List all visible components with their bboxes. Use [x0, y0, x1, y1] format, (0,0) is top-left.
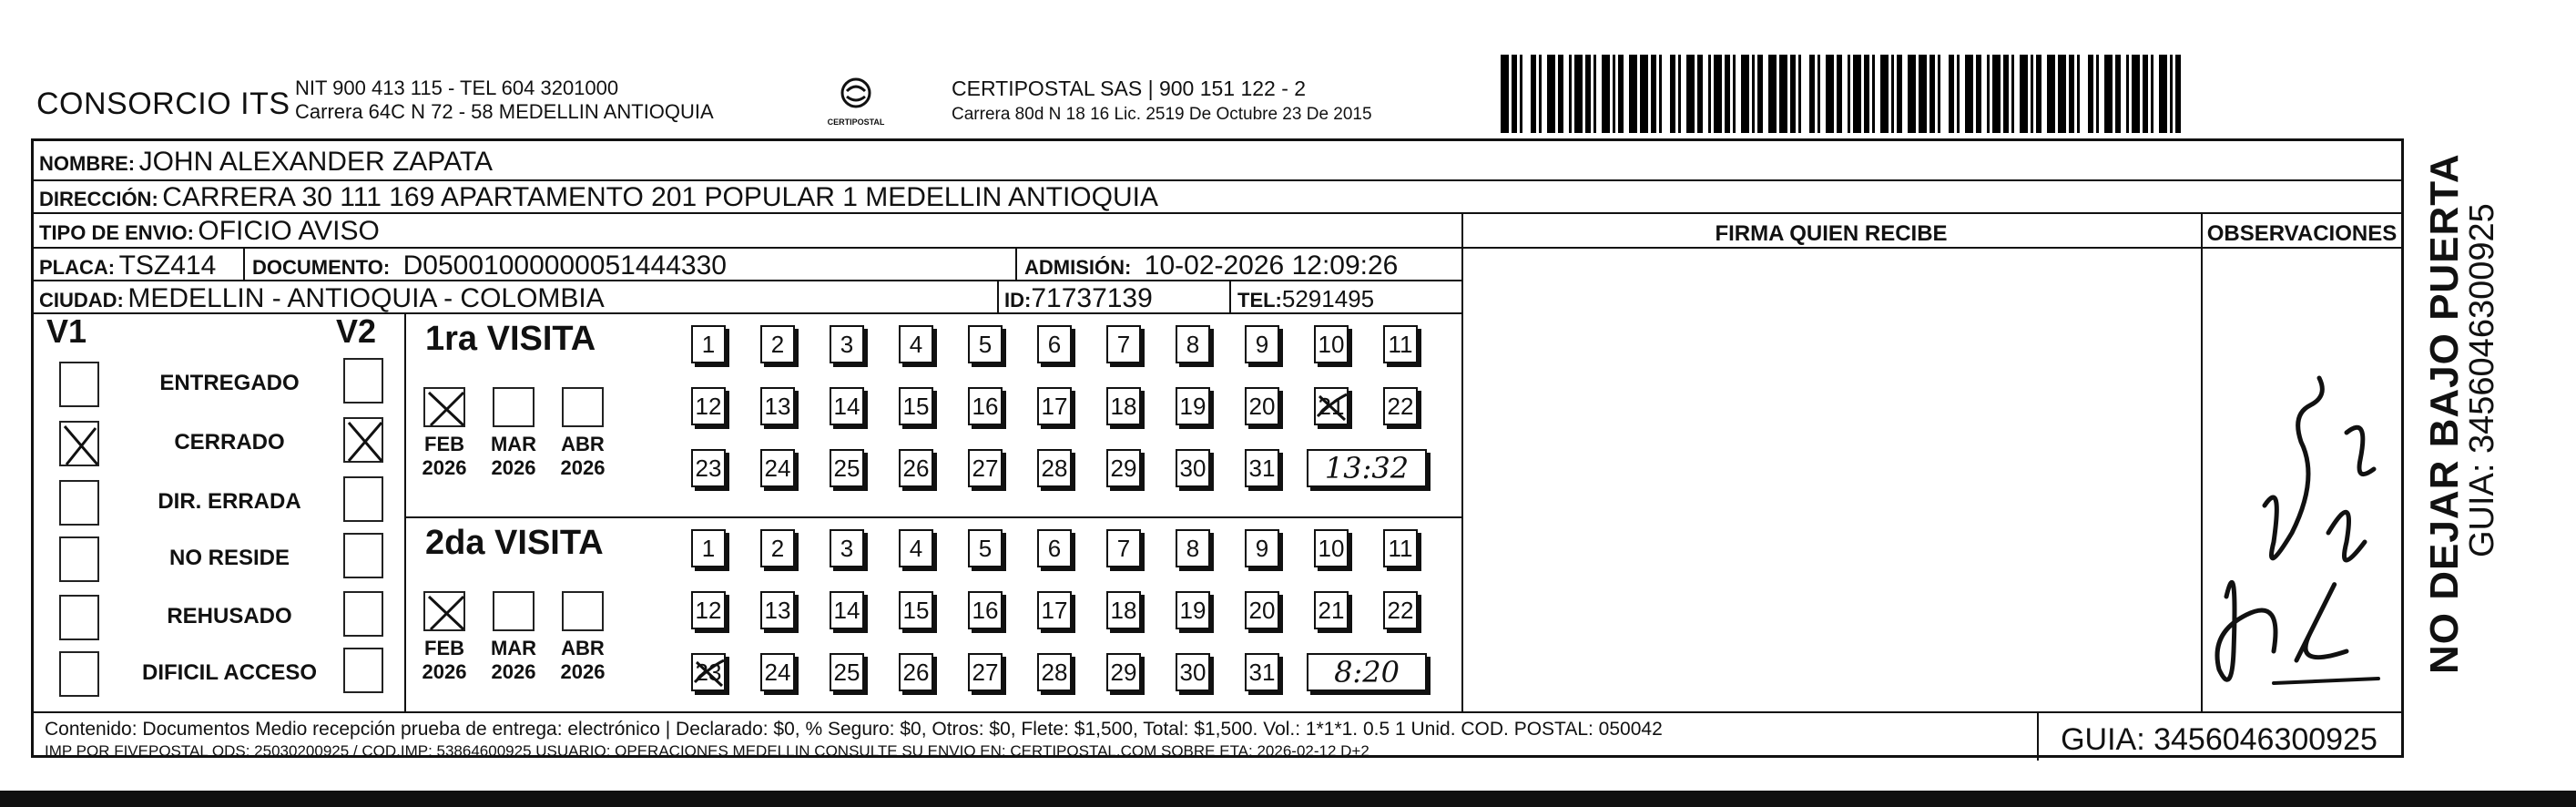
day-box[interactable]: 26: [899, 449, 933, 487]
barcode: [1501, 55, 2182, 133]
month-label: [551, 637, 615, 684]
day-box[interactable]: 21: [1314, 591, 1349, 629]
month-checkbox[interactable]: [423, 387, 465, 427]
nombre-label: NOMBRE:: [39, 152, 136, 175]
day-box[interactable]: 22: [1383, 591, 1418, 629]
placa-field: [39, 250, 216, 281]
logo-caption: CERTIPOSTAL: [827, 117, 885, 127]
day-box[interactable]: 19: [1176, 387, 1210, 425]
day-box[interactable]: 30: [1176, 449, 1210, 487]
day-box[interactable]: 29: [1106, 449, 1141, 487]
day-box[interactable]: 13: [760, 591, 795, 629]
documento-field: [252, 250, 727, 281]
status-v2-checkbox[interactable]: [343, 533, 383, 578]
visit-title: 2da VISITA: [425, 524, 604, 562]
month-label: [412, 637, 476, 684]
tipo-value: OFICIO AVISO: [198, 216, 380, 246]
month-year: 2026: [560, 660, 606, 683]
day-box[interactable]: 11: [1383, 325, 1418, 363]
footer-guia: GUIA: 3456046300925: [2061, 722, 2377, 757]
ciudad-label: CIUDAD:: [39, 289, 124, 312]
day-box[interactable]: 25: [830, 449, 864, 487]
v2-header: V2: [336, 312, 377, 350]
side-warning: NO DEJAR BAJO PUERTA: [2422, 153, 2467, 674]
day-box[interactable]: 26: [899, 653, 933, 691]
day-box[interactable]: 19: [1176, 591, 1210, 629]
day-box[interactable]: 1: [691, 529, 726, 567]
month-name: MAR: [490, 637, 537, 659]
recipient-name-row: [39, 147, 493, 178]
tel-field: [1237, 285, 1374, 313]
month-year: 2026: [491, 456, 536, 479]
day-box[interactable]: 27: [968, 449, 1003, 487]
id-value: 71737139: [1031, 283, 1153, 313]
month-name: MAR: [490, 433, 537, 455]
day-box[interactable]: 10: [1314, 325, 1349, 363]
month-year: 2026: [422, 456, 467, 479]
visit-time: 8:20: [1307, 653, 1427, 691]
admision-label: ADMISIÓN:: [1024, 256, 1132, 279]
v1-header: V1: [46, 312, 87, 350]
day-box[interactable]: 30: [1176, 653, 1210, 691]
tel-label: TEL:: [1237, 289, 1282, 312]
shipping-form: [31, 138, 2404, 758]
day-box[interactable]: 17: [1037, 387, 1072, 425]
tel-value: 5291495: [1281, 285, 1375, 312]
day-box[interactable]: 1: [691, 325, 726, 363]
month-checkbox[interactable]: [562, 591, 604, 631]
status-v1-checkbox[interactable]: [59, 536, 99, 582]
handwritten-signature: [2210, 323, 2392, 706]
visit-time: 13:32: [1307, 449, 1427, 487]
month-checkbox[interactable]: [493, 387, 535, 427]
day-box[interactable]: 10: [1314, 529, 1349, 567]
status-label: CERRADO: [174, 430, 285, 455]
day-box[interactable]: 12: [691, 387, 726, 425]
company-name: CONSORCIO ITS: [36, 87, 290, 121]
direccion-label: DIRECCIÓN:: [39, 188, 158, 210]
address-row: [39, 182, 1158, 213]
day-box[interactable]: 20: [1245, 387, 1279, 425]
day-box[interactable]: 16: [968, 387, 1003, 425]
day-box[interactable]: 28: [1037, 653, 1072, 691]
status-v1-checkbox[interactable]: [59, 362, 99, 407]
status-v2-checkbox[interactable]: [343, 591, 383, 637]
day-box[interactable]: 4: [899, 325, 933, 363]
certipostal-logo: [824, 77, 888, 127]
day-box[interactable]: 8: [1176, 529, 1210, 567]
admision-field: [1024, 250, 1398, 281]
day-box[interactable]: 24: [760, 449, 795, 487]
scan-edge: [0, 791, 2576, 807]
status-label: REHUSADO: [167, 604, 292, 628]
day-box[interactable]: 22: [1383, 387, 1418, 425]
status-v1-checkbox[interactable]: [59, 595, 99, 640]
month-name: FEB: [424, 637, 464, 659]
ciudad-field: [39, 283, 605, 314]
day-box[interactable]: 31: [1245, 449, 1279, 487]
visit-title: 1ra VISITA: [425, 320, 596, 358]
day-box[interactable]: 6: [1037, 325, 1072, 363]
status-v1-checkbox[interactable]: [59, 480, 99, 526]
day-box[interactable]: 3: [830, 325, 864, 363]
footer-print-info: IMP POR FIVEPOSTAL ODS: 25030200925 / COD.IMP: 53864600925 USUARIO: OPERACIONES MEDELLIN CONSULTE SU ENVIO EN: CERTIPOSTAL.COM SOBRE ETA: 2026-02-12 D+2: [45, 742, 1369, 760]
shipment-type-row: [39, 216, 380, 247]
status-v2-checkbox[interactable]: [343, 417, 383, 463]
month-label: [482, 433, 545, 480]
day-box[interactable]: 29: [1106, 653, 1141, 691]
firma-header: FIRMA QUIEN RECIBE: [1715, 221, 1948, 246]
month-name: ABR: [561, 433, 605, 455]
day-box[interactable]: 18: [1106, 387, 1141, 425]
placa-label: PLACA:: [39, 256, 116, 279]
day-box[interactable]: 23: [691, 653, 726, 691]
status-v2-checkbox[interactable]: [343, 476, 383, 522]
direccion-value: CARRERA 30 111 169 APARTAMENTO 201 POPULAR 1 MEDELLIN ANTIOQUIA: [162, 182, 1158, 212]
id-label: ID:: [1004, 289, 1032, 312]
observaciones-header: OBSERVACIONES: [2206, 221, 2398, 246]
day-box[interactable]: 23: [691, 449, 726, 487]
day-box[interactable]: 24: [760, 653, 795, 691]
day-box[interactable]: 15: [899, 387, 933, 425]
placa-value: TSZ414: [118, 250, 217, 281]
month-name: ABR: [561, 637, 605, 659]
carrier-info: [952, 77, 1372, 125]
footer-contents: Contenido: Documentos Medio recepción prueba de entrega: electrónico | Declarado: $0, % Seguro: $0, Otros: $0, Flete: $1,500, Total: $1,500. Vol.: 1*1*1. 0.5 1 Unid. COD. POSTAL: 050042: [45, 719, 1663, 740]
month-label: [412, 433, 476, 480]
day-box[interactable]: 2: [760, 529, 795, 567]
signature-area: [2210, 323, 2392, 706]
month-name: FEB: [424, 433, 464, 455]
day-box[interactable]: 7: [1106, 325, 1141, 363]
month-label: [482, 637, 545, 684]
day-box[interactable]: 27: [968, 653, 1003, 691]
month-checkbox[interactable]: [493, 591, 535, 631]
day-box[interactable]: 14: [830, 387, 864, 425]
side-guia: GUIA: 3456046300925: [2463, 203, 2501, 557]
day-box[interactable]: 17: [1037, 591, 1072, 629]
day-box[interactable]: 4: [899, 529, 933, 567]
nombre-value: JOHN ALEXANDER ZAPATA: [138, 147, 493, 177]
day-box[interactable]: 8: [1176, 325, 1210, 363]
carrier-address: Carrera 80d N 18 16 Lic. 2519 De Octubre 23 De 2015: [952, 105, 1372, 124]
tipo-label: TIPO DE ENVIO:: [39, 221, 194, 244]
day-box[interactable]: 12: [691, 591, 726, 629]
month-year: 2026: [560, 456, 606, 479]
day-box[interactable]: 31: [1245, 653, 1279, 691]
status-label: ENTREGADO: [159, 371, 300, 395]
ciudad-value: MEDELLIN - ANTIOQUIA - COLOMBIA: [127, 283, 605, 313]
day-box[interactable]: 5: [968, 325, 1003, 363]
day-box[interactable]: 28: [1037, 449, 1072, 487]
id-field: [1004, 283, 1153, 314]
day-box[interactable]: 25: [830, 653, 864, 691]
month-year: 2026: [422, 660, 467, 683]
admision-value: 10-02-2026 12:09:26: [1144, 250, 1399, 281]
documento-value: D05001000000051444330: [402, 250, 727, 281]
day-box[interactable]: 18: [1106, 591, 1141, 629]
day-box[interactable]: 9: [1245, 325, 1279, 363]
status-label: NO RESIDE: [168, 546, 290, 570]
month-checkbox[interactable]: [423, 591, 465, 631]
month-checkbox[interactable]: [562, 387, 604, 427]
company-nit: NIT 900 413 115 - TEL 604 3201000: [295, 77, 619, 99]
status-v1-checkbox[interactable]: [59, 651, 99, 697]
day-box[interactable]: 16: [968, 591, 1003, 629]
day-box[interactable]: 9: [1245, 529, 1279, 567]
day-box[interactable]: 15: [899, 591, 933, 629]
status-v1-checkbox[interactable]: [59, 421, 99, 466]
day-box[interactable]: 6: [1037, 529, 1072, 567]
status-v2-checkbox[interactable]: [343, 648, 383, 693]
day-box[interactable]: 5: [968, 529, 1003, 567]
day-box[interactable]: 14: [830, 591, 864, 629]
day-box[interactable]: 21: [1314, 387, 1349, 425]
status-label: DIFICIL ACCESO: [141, 660, 317, 685]
certipostal-logo-icon: [836, 77, 876, 113]
day-box[interactable]: 20: [1245, 591, 1279, 629]
month-year: 2026: [491, 660, 536, 683]
status-label: DIR. ERRADA: [158, 489, 301, 514]
status-v2-checkbox[interactable]: [343, 358, 383, 404]
company-address: Carrera 64C N 72 - 58 MEDELLIN ANTIOQUIA: [295, 100, 714, 123]
day-box[interactable]: 13: [760, 387, 795, 425]
carrier-name: CERTIPOSTAL SAS | 900 151 122 - 2: [952, 77, 1307, 100]
documento-label: DOCUMENTO:: [252, 256, 391, 279]
day-box[interactable]: 11: [1383, 529, 1418, 567]
month-label: [551, 433, 615, 480]
day-box[interactable]: 3: [830, 529, 864, 567]
company-info: [295, 77, 714, 124]
day-box[interactable]: 7: [1106, 529, 1141, 567]
day-box[interactable]: 2: [760, 325, 795, 363]
